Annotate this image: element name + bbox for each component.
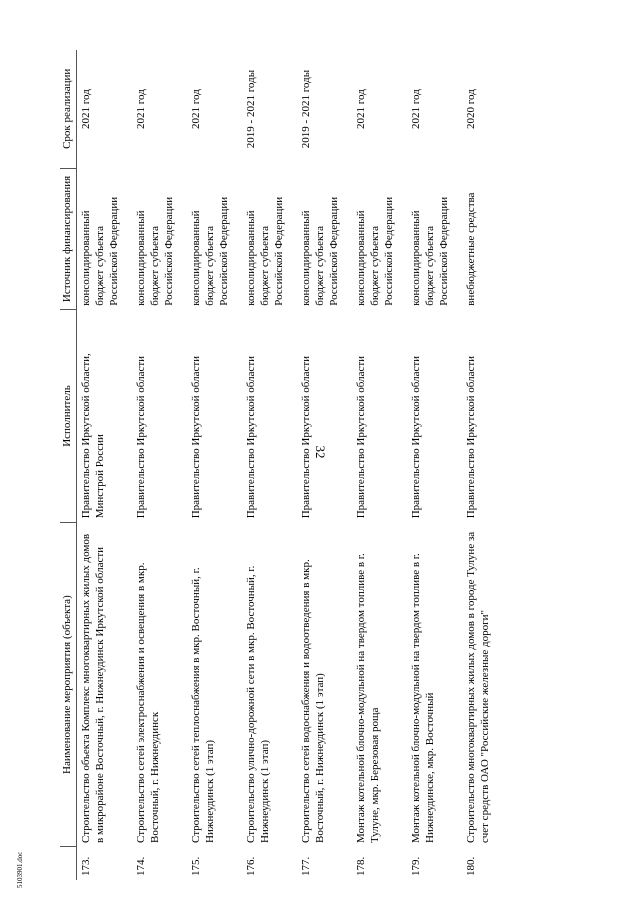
row-number: 176.	[245, 856, 257, 876]
table-row	[187, 50, 242, 880]
row-source: консолидированный бюджет субъекта Российской Федерации	[190, 196, 230, 306]
row-name: Строительство сетей водоснабжения и водоотведения в мкр. Восточный, г. Нижнеудинск (1 этап)	[300, 559, 326, 843]
row-term: 2021 год	[410, 89, 422, 129]
row-number: 174.	[135, 856, 147, 876]
header-number	[60, 847, 77, 880]
row-source: консолидированный бюджет субъекта Российской Федерации	[410, 196, 450, 306]
row-name: Строительство сетей электроснабжения и освещения в мкр. Восточный, г. Нижнеудинск	[135, 562, 161, 843]
document-file-id: 5103901.doc	[16, 851, 24, 888]
table-row	[132, 50, 187, 880]
row-name: Монтаж котельной блочно-модульной на твердом топливе в г. Нижнеудинске, мкр. Восточный	[410, 553, 436, 843]
row-executor: Правительство Иркутской области	[135, 355, 147, 519]
row-source: консолидированный бюджет субъекта Российской Федерации	[300, 196, 340, 306]
page-number: 32	[313, 445, 328, 459]
row-executor: Правительство Иркутской области	[245, 355, 257, 519]
table-row	[462, 50, 517, 880]
row-source: консолидированный бюджет субъекта Российской Федерации	[245, 196, 285, 306]
row-term: 2020 год	[465, 89, 477, 129]
row-source: консолидированный бюджет субъекта Российской Федерации	[80, 196, 120, 306]
row-name: Строительство многоквартирных жилых домов в городе Тулуне за счет средств ОАО "Российские железные дороги"	[465, 531, 491, 843]
row-executor: Правительство Иркутской области	[190, 355, 202, 519]
row-executor: Правительство Иркутской области	[300, 355, 312, 519]
header-term: Срок реализации	[60, 50, 77, 168]
row-term: 2019 - 2021 годы	[300, 69, 312, 149]
row-term: 2021 год	[80, 89, 92, 129]
row-number: 177.	[300, 856, 312, 876]
row-source: консолидированный бюджет субъекта Российской Федерации	[135, 196, 175, 306]
table-row	[352, 50, 407, 880]
rotated-table-container	[60, 50, 560, 880]
row-number: 175.	[190, 856, 202, 876]
row-number: 179.	[410, 856, 422, 876]
header-source: Источник финансирования	[60, 168, 77, 310]
row-term: 2019 - 2021 годы	[245, 69, 257, 149]
row-executor: Правительство Иркутской области	[410, 355, 422, 519]
table-row	[407, 50, 462, 880]
measures-table	[60, 50, 517, 880]
row-number: 173.	[80, 856, 92, 876]
row-name: Монтаж котельной блочно-модульной на твердом топливе в г. Тулуне, мкр. Березовая роща	[355, 553, 381, 843]
row-executor: Правительство Иркутской области	[465, 355, 477, 519]
row-name: Строительство объекта Комплекс многоквартирных жилых домов в микрорайоне Восточный, г. Нижнеудинск Иркутской области	[80, 533, 106, 843]
table-row	[242, 50, 297, 880]
table-header-row	[60, 50, 77, 880]
header-name: Наименование мероприятия (объекта)	[60, 522, 77, 847]
header-executor: Исполнитель	[60, 310, 77, 523]
row-term: 2021 год	[355, 89, 367, 129]
table-row	[77, 50, 133, 880]
row-source: консолидированный бюджет субъекта Российской Федерации	[355, 196, 395, 306]
row-source: внебюджетные средства	[465, 192, 477, 306]
row-number: 178.	[355, 856, 367, 876]
row-term: 2021 год	[135, 89, 147, 129]
row-term: 2021 год	[190, 89, 202, 129]
row-executor: Правительство Иркутской области, Минстрой России	[80, 353, 106, 519]
row-name: Строительство улично-дорожной сети в мкр. Восточный, г. Нижнеудинск (1 этап)	[245, 565, 271, 843]
row-executor: Правительство Иркутской области	[355, 355, 367, 519]
row-name: Строительство сетей теплоснабжения в мкр. Восточный, г. Нижнеудинск (1 этап)	[190, 567, 216, 843]
table-row	[297, 50, 352, 880]
row-number: 180.	[465, 856, 477, 876]
